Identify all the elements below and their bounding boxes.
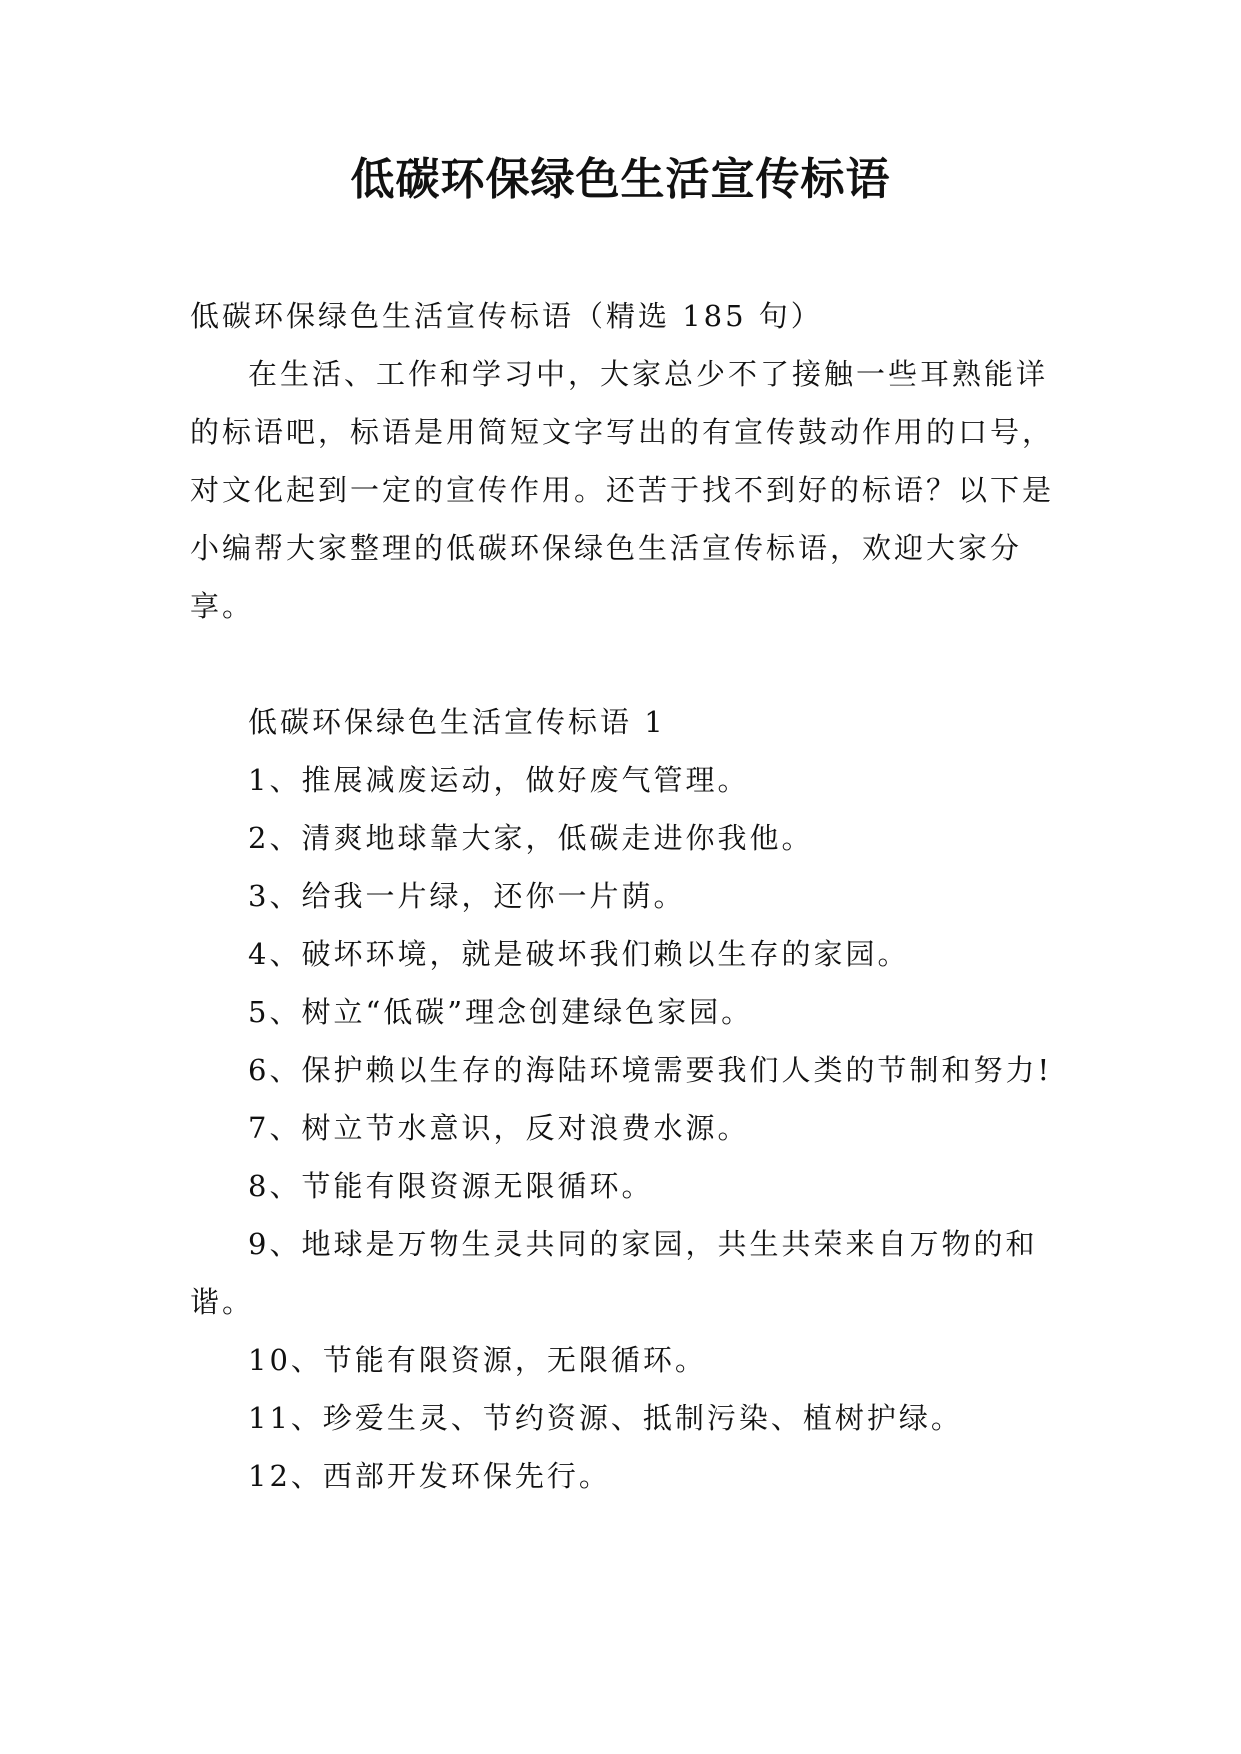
document-title: 低碳环保绿色生活宣传标语 bbox=[350, 154, 891, 205]
slogan-item: 1、推展减废运动，做好废气管理。 bbox=[248, 763, 750, 797]
slogan-item: 8、节能有限资源无限循环。 bbox=[248, 1169, 654, 1203]
paragraph-gap bbox=[190, 635, 1060, 693]
slogan-item: 4、破坏环境，就是破坏我们赖以生存的家园。 bbox=[248, 937, 910, 971]
slogan-item: 12、西部开发环保先行。 bbox=[248, 1459, 611, 1493]
document-subtitle: 低碳环保绿色生活宣传标语（精选 185 句） bbox=[190, 299, 823, 333]
document-body bbox=[190, 287, 1060, 1505]
slogan-item: 11、珍爱生灵、节约资源、抵制污染、植树护绿。 bbox=[248, 1401, 963, 1435]
slogan-item: 5、树立“低碳”理念创建绿色家园。 bbox=[248, 995, 754, 1029]
slogan-item: 2、清爽地球靠大家，低碳走进你我他。 bbox=[248, 821, 814, 855]
slogan-item: 7、树立节水意识，反对浪费水源。 bbox=[248, 1111, 750, 1145]
slogan-item: 3、给我一片绿，还你一片荫。 bbox=[248, 879, 686, 913]
intro-paragraph: 在生活、工作和学习中，大家总少不了接触一些耳熟能详的标语吧，标语是用简短文字写出的有宣传鼓动作用的口号，对文化起到一定的宣传作用。还苦于找不到好的标语？以下是小编帮大家整理的低碳环保绿色生活宣传标语，欢迎大家分享。 bbox=[190, 357, 1055, 623]
slogan-item: 9、地球是万物生灵共同的家园，共生共荣来自万物的和谐。 bbox=[190, 1227, 1038, 1319]
slogan-item: 10、节能有限资源，无限循环。 bbox=[248, 1343, 707, 1377]
slogan-item: 6、保护赖以生存的海陆环境需要我们人类的节制和努力! bbox=[248, 1053, 1053, 1087]
section-heading: 低碳环保绿色生活宣传标语 1 bbox=[248, 705, 666, 739]
